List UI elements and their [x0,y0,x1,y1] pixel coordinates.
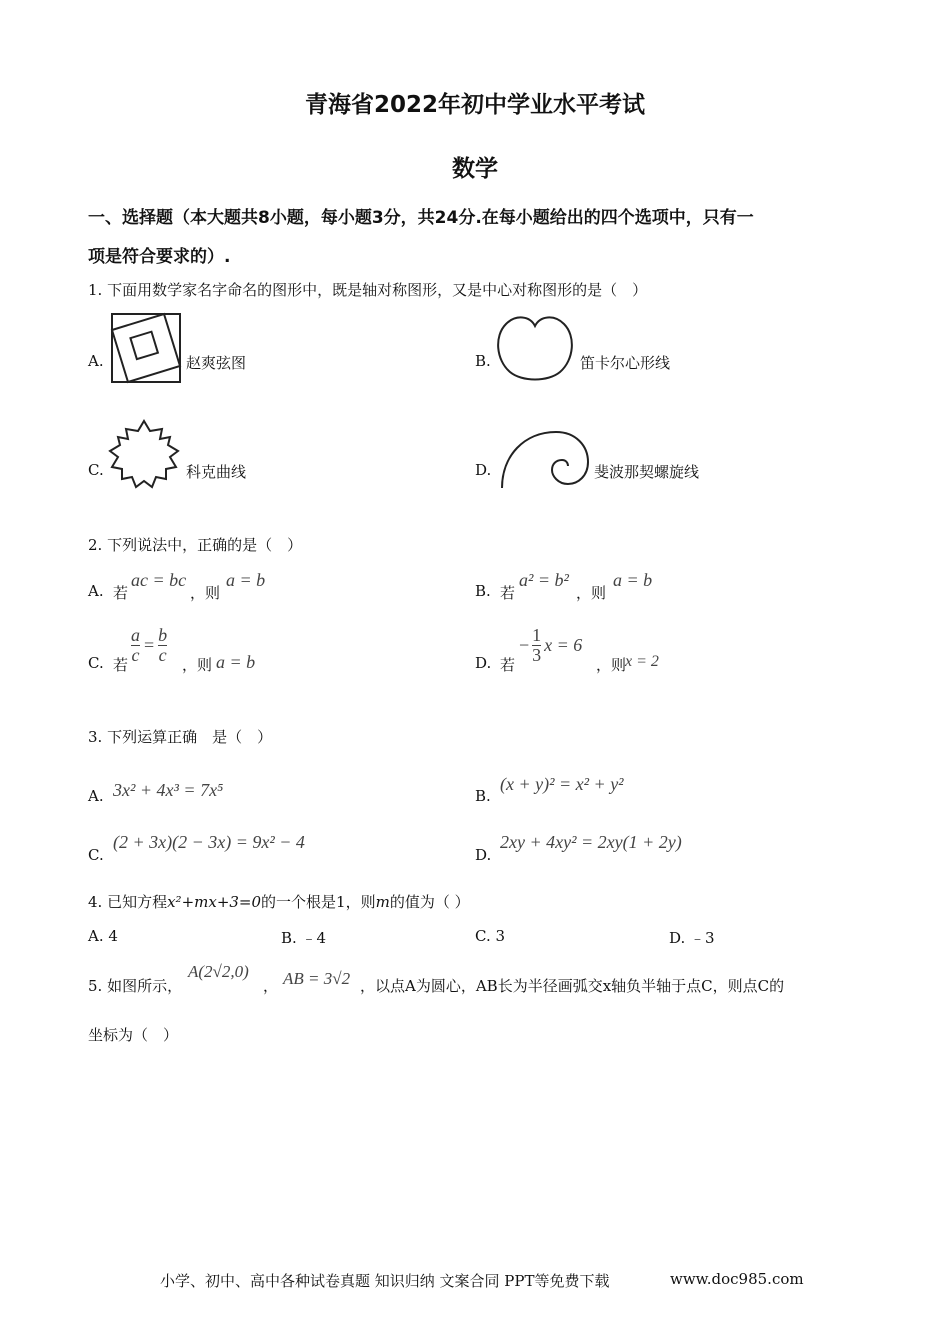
q5-line2: 坐标为（ ） [88,1026,179,1044]
q2-c-then: ，则 [182,656,213,674]
section-heading-line2: 项是符合要求的）. [88,247,231,267]
q2-a-ruo: 若 [113,584,129,602]
q2-c-numerator-2: b [158,625,168,645]
q2-b-result: a = b [613,570,653,590]
q3-option-d-letter: D. [475,846,492,864]
q3-option-b-letter: B. [475,787,491,805]
q2-c-result: a = b [216,652,256,672]
q2-option-b-letter: B. [475,582,491,600]
q4-variable: m [375,893,390,911]
question-4-stem [88,891,470,912]
q2-d-rest: x = 6 [544,634,583,655]
section-heading-line1: 一、选择题（本大题共8小题，每小题3分，共24分.在每小题给出的四个选项中，只有一 [88,208,754,228]
q2-b-condition: a² = b² [519,570,569,590]
q2-c-condition [131,626,167,665]
q2-d-result: x = 2 [625,653,659,670]
q3-option-d-expr: 2xy + 4xy² = 2xy(1 + 2y) [500,832,682,852]
zhaoshuang-figure [108,312,184,384]
q1-option-d-letter: D. [475,461,492,479]
q4-stem-mid: 的一个根是1，则 [261,893,376,911]
question-1-stem: 1. 下面用数学家名字命名的图形中，既是轴对称图形，又是中心对称图形的是（ ） [88,281,648,299]
q2-c-equals: = [144,634,155,655]
q2-c-ruo: 若 [113,656,129,674]
q5-prefix: 5. 如图所示， [88,977,183,995]
q1-option-b-label: 笛卡尔心形线 [580,354,671,372]
q5-comma: ， [263,977,279,995]
question-3-stem: 3. 下列运算正确 是（ ） [88,728,273,746]
q2-c-fraction-1 [131,626,140,665]
q3-option-b-expr: (x + y)² = x² + y² [500,774,624,794]
q4-option-c: C. 3 [475,927,506,945]
q2-c-denominator-1: c [131,644,140,665]
q2-option-d-letter: D. [475,654,492,672]
q5-ab: AB = 3√2 [283,969,351,988]
cardioid-figure [494,312,576,384]
q1-option-c-label: 科克曲线 [186,463,247,481]
q1-option-a-letter: A. [88,352,104,370]
q2-option-c-letter: C. [88,654,104,672]
q2-c-numerator-1: a [131,625,140,645]
q2-a-condition: ac = bc [131,570,187,590]
q2-b-then: ，则 [576,584,607,602]
q4-equation: x²+mx+3=0 [167,893,262,911]
q3-option-c-letter: C. [88,846,104,864]
q2-d-denominator: 3 [532,644,542,665]
q3-option-c-expr: (2 + 3x)(2 − 3x) = 9x² − 4 [113,832,305,852]
q2-d-ruo: 若 [500,656,516,674]
q2-d-fraction [532,626,541,665]
q2-d-condition [519,626,582,665]
q2-option-a-letter: A. [88,582,104,600]
q2-a-result: a = b [226,570,266,590]
koch-snowflake-figure [106,417,182,499]
q4-option-b: B. ﹣4 [281,929,327,947]
q3-option-a-expr: 3x² + 4x³ = 7x⁵ [113,780,224,800]
q2-d-minus: − [519,634,530,655]
q2-d-numerator: 1 [532,625,542,645]
footer-url[interactable]: www.doc985.com [670,1270,804,1288]
page-title: 青海省2022年初中学业水平考试 [304,92,645,118]
q2-b-ruo: 若 [500,584,516,602]
q1-option-d-label: 斐波那契螺旋线 [594,463,700,481]
fibonacci-spiral-figure [498,428,590,490]
q5-point-a: A(2√2,0) [188,962,249,981]
q1-option-a-label: 赵爽弦图 [186,354,247,372]
q1-option-b-letter: B. [475,352,491,370]
q1-option-c-letter: C. [88,461,104,479]
q2-c-fraction-2 [158,626,167,665]
q4-stem-suffix: 的值为（ ） [389,893,470,911]
q4-stem-prefix: 4. 已知方程 [88,893,168,911]
q2-a-then: ，则 [190,584,221,602]
footer-text: 小学、初中、高中各种试卷真题 知识归纳 文案合同 PPT等免费下载 [160,1272,610,1290]
q2-d-then: ，则 [596,656,627,674]
question-2-stem: 2. 下列说法中，正确的是（ ） [88,536,303,554]
q4-option-a: A. 4 [88,927,118,945]
subject-title: 数学 [452,156,498,182]
q2-c-denominator-2: c [158,644,167,665]
q5-text: ，以点A为圆心，AB长为半径画弧交x轴负半轴于点C，则点C的 [360,977,785,995]
q4-option-d: D. ﹣3 [669,929,715,947]
q3-option-a-letter: A. [88,787,104,805]
